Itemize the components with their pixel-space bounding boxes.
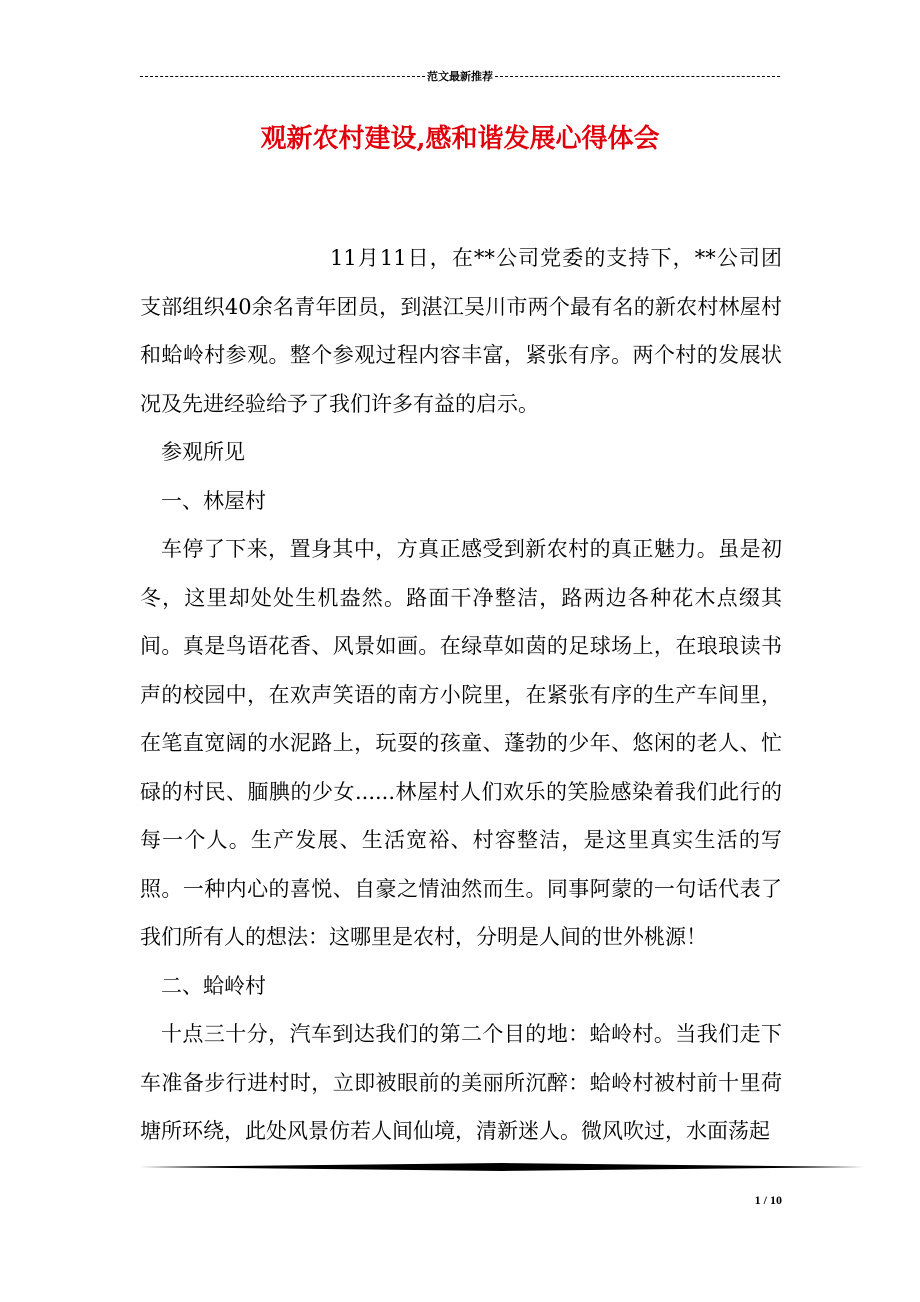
paragraph-geling-village: 十点三十分，汽车到达我们的第二个目的地：蛤岭村。当我们走下车准备步行进村时，立即被眼前的美丽所沉醉：蛤岭村被村前十里荷塘所环绕，此处风景仿若人间仙境，清新迷人。微风吹过，水面荡起 xyxy=(140,1022,782,1143)
header-dash-right xyxy=(495,76,780,77)
paragraph-intro: 11月11日，在**公司党委的支持下，**公司团支部组织40余名青年团员，到湛江吴川市两个最有名的新农村林屋村和蛤岭村参观。整个参观过程内容丰富，紧张有序。两个村的发展状况及先进经验给予了我们许多有益的启示。 xyxy=(140,246,782,416)
page-number: 1 / 10 xyxy=(754,1193,782,1207)
paragraph-linwu-village: 车停了下来，置身其中，方真正感受到新农村的真正魅力。虽是初冬，这里却处处生机盎然。路面干净整洁，路两边各种花木点缀其间。真是鸟语花香、风景如画。在绿草如茵的足球场上，在琅琅读书声的校园中，在欢声笑语的南方小院里，在紧张有序的生产车间里，在笔直宽阔的水泥路上，玩耍的孩童、蓬勃的少年、悠闲的老人、忙碌的村民、腼腆的少女......林屋村人们欢乐的笑脸感染着我们此行的每一个人。生产发展、生活宽裕、村容整洁，是这里真实生活的写照。一种内心的喜悦、自豪之情油然而生。同事阿蒙的一句话代表了我们所有人的想法：这哪里是农村，分明是人间的世外桃源！ xyxy=(140,537,782,949)
header-dash-left xyxy=(140,76,425,77)
header-label: 范文最新推荐 xyxy=(427,70,493,83)
page-header xyxy=(140,68,780,84)
subheading-linwu-village: 一、林屋村 xyxy=(161,488,266,513)
section-heading-observations: 参观所见 xyxy=(161,440,245,464)
document-body xyxy=(140,234,782,1156)
subheading-geling-village: 二、蛤岭村 xyxy=(161,973,266,998)
document-title: 观新农村建设,感和谐发展心得体会 xyxy=(260,124,660,154)
footer-rule xyxy=(140,1163,864,1171)
